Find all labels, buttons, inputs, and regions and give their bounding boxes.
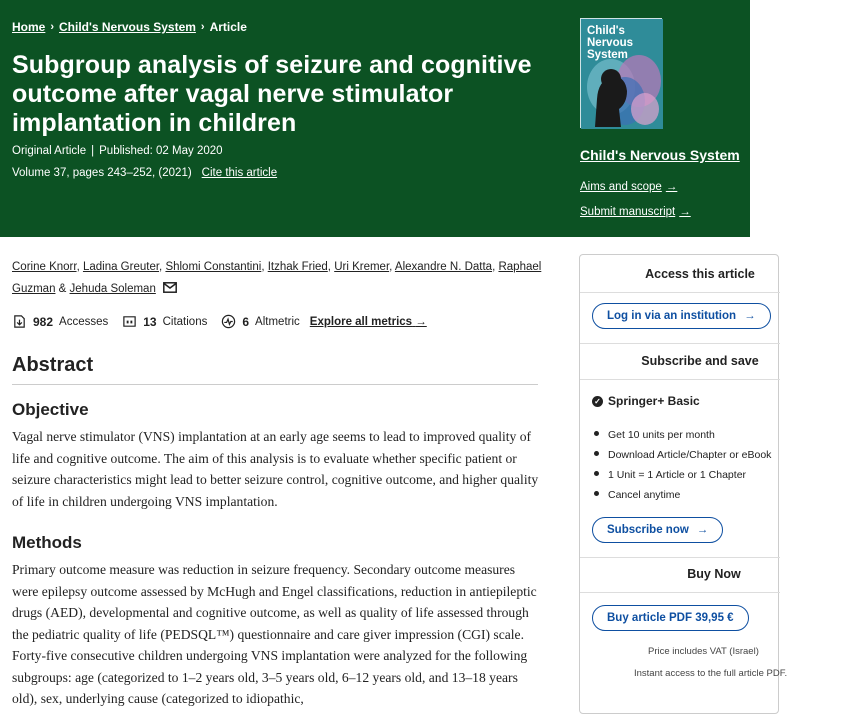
submit-label: Submit manuscript: [580, 206, 676, 218]
divider: [580, 343, 780, 344]
journal-cover-title: Child's Nervous System: [587, 25, 634, 61]
accesses-count: 982: [33, 314, 54, 329]
plan-name: ✓ Springer+ Basic: [592, 394, 700, 408]
abstract-heading: Abstract: [12, 354, 94, 376]
list-item: Get 10 units per month: [594, 425, 771, 445]
divider: [580, 557, 780, 558]
vat-note: Price includes VAT (Israel): [648, 646, 759, 657]
breadcrumb-home[interactable]: Home: [12, 20, 46, 34]
author-link[interactable]: Corine Knorr: [12, 261, 77, 273]
list-item: Download Article/Chapter or eBook: [594, 445, 771, 465]
list-item: Cancel anytime: [594, 485, 771, 505]
aims-and-scope-link[interactable]: [580, 181, 677, 193]
journal-name-link[interactable]: Child's Nervous System: [580, 147, 740, 163]
subscribe-heading: Subscribe and save: [641, 354, 759, 368]
arrow-right-icon: →: [679, 206, 691, 218]
arrow-right-icon: →: [696, 524, 709, 536]
citations-label: Citations: [162, 315, 208, 328]
breadcrumb: [12, 20, 247, 34]
methods-heading: Methods: [12, 533, 82, 552]
download-icon: [12, 314, 27, 329]
access-panel: [579, 254, 788, 714]
breadcrumb-current: Article: [209, 20, 247, 34]
divider: [580, 292, 780, 293]
author-link[interactable]: Raphael: [498, 261, 542, 273]
list-item: 1 Unit = 1 Article or 1 Chapter: [594, 465, 771, 485]
published-date: Published: 02 May 2020: [99, 145, 223, 157]
article-meta: Original Article | Published: 02 May 2020: [12, 145, 223, 157]
author-link[interactable]: Shlomi Constantini: [165, 261, 262, 273]
divider: [580, 592, 780, 593]
submit-manuscript-link[interactable]: [580, 206, 691, 218]
quote-icon: [122, 314, 137, 329]
altmetric-score: 6: [242, 314, 250, 329]
altmetric-icon: [221, 314, 236, 329]
article-header: [0, 0, 750, 237]
altmetric-label: Altmetric: [255, 315, 300, 328]
author-list: Corine Knorr, Ladina Greuter, Shlomi Constantini, Itzhak Fried, Uri Kremer, Alexandre N. Datta, Raphael Guzman & Jehuda Soleman: [12, 261, 542, 295]
plan-features: [594, 425, 771, 505]
chevron-right-icon: ›: [50, 21, 55, 33]
institution-login-button[interactable]: Log in via an institution →: [592, 303, 771, 329]
objective-heading: Objective: [12, 400, 89, 419]
divider: [580, 379, 780, 380]
arrow-right-icon: →: [744, 310, 756, 322]
author-link[interactable]: Jehuda Soleman: [69, 283, 156, 295]
volume-info: Volume 37, pages 243–252, (2021): [12, 167, 192, 179]
article-type: Original Article: [12, 145, 87, 157]
buy-now-heading: Buy Now: [687, 567, 741, 581]
article-metrics: [12, 314, 427, 329]
arrow-right-icon: →: [415, 315, 427, 328]
author-link[interactable]: Guzman: [12, 283, 56, 295]
author-link[interactable]: Ladina Greuter: [82, 261, 160, 273]
author-link[interactable]: Alexandre N. Datta: [394, 261, 493, 273]
article-title: Subgroup analysis of seizure and cognitive outcome after vagal nerve stimulator implantation in children: [12, 51, 532, 137]
citations-count: 13: [143, 314, 157, 329]
cite-this-article-link[interactable]: Cite this article: [201, 167, 278, 179]
author-link[interactable]: Itzhak Fried: [267, 261, 328, 273]
accesses-label: Accesses: [59, 315, 109, 328]
chevron-right-icon: ›: [200, 21, 205, 33]
aims-label: Aims and scope: [580, 181, 662, 193]
buy-article-button[interactable]: Buy article PDF 39,95 €: [592, 605, 749, 631]
check-icon: ✓: [592, 396, 603, 407]
objective-text: Vagal nerve stimulator (VNS) implantation at an early age seems to lead to improved quality of life and cognitive outcome. The aim of this analysis is to evaluate whether specific patient or seizure characteristics might lead to better seizure control, cognitive outcome, and higher quality of life in children undergoing VNS implantation.: [12, 429, 539, 509]
arrow-right-icon: →: [665, 181, 678, 193]
methods-text: Primary outcome measure was reduction in seizure frequency. Secondary outcome measures were epilepsy outcome assessed by McHugh and Engel classifications, reduction in antiepileptic drugs (AED), developmental and cognitive outcome, as well as quality of life assessed through the pediatric quality of life (PEDSQL™) questionnaire and care giver impression (CGI) scale. Forty-five consecutive children undergoing VNS implantation were analyzed for the following subgroups: age (categorized to 1–2 years old, 3–5 years old, 6–12 years old, and 13–18 years old), sex, underlying cause (categorized to idiopathic,: [12, 562, 537, 706]
instant-access-note: Instant access to the full article PDF.: [634, 668, 788, 679]
subscribe-now-button[interactable]: Subscribe now →: [592, 517, 723, 543]
article-citation-line: [12, 167, 277, 179]
divider: [12, 384, 538, 385]
author-link[interactable]: Uri Kremer: [334, 261, 390, 273]
access-heading: Access this article: [645, 267, 755, 281]
journal-cover-image[interactable]: [580, 18, 662, 128]
breadcrumb-journal[interactable]: Child's Nervous System: [59, 20, 196, 34]
explore-metrics-link[interactable]: Explore all metrics →: [309, 315, 427, 328]
email-icon[interactable]: [163, 282, 177, 293]
